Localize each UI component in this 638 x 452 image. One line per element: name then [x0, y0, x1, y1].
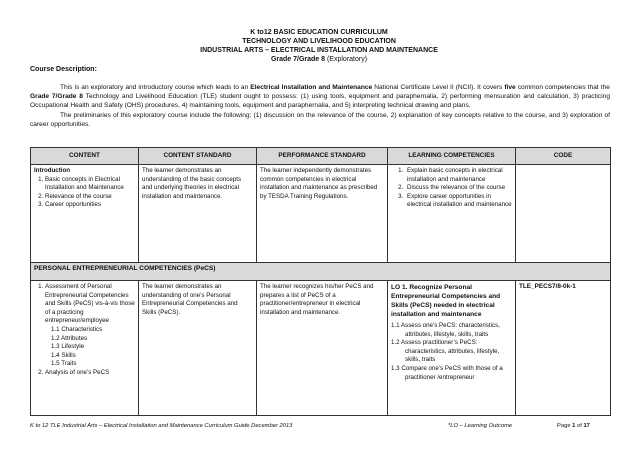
document-header-line-3: INDUSTRIAL ARTS – ELECTRICAL INSTALLATION AND MAINTENANCE	[200, 47, 438, 54]
curriculum-table	[30, 147, 611, 416]
list-item: 1.4 Skills	[51, 351, 76, 359]
desc-text: This is an exploratory and introductory course which leads to an	[60, 84, 251, 91]
footer-page-number	[557, 423, 590, 429]
page-current: 1	[572, 423, 576, 429]
document-header-line-2: TECHNOLOGY AND LIVELIHOOD EDUCATION	[242, 38, 396, 45]
list-item: 2. Relevance of the course	[45, 193, 135, 202]
page-of: of	[575, 423, 584, 429]
desc-text: common competencies that the	[515, 84, 610, 91]
course-description-title: Course Description:	[30, 66, 97, 73]
table-row-introduction	[31, 165, 611, 263]
intro-heading: Introduction	[34, 167, 71, 174]
table-section-row	[31, 263, 611, 281]
pecs-content-standard-cell: The learner demonstrates an understanding of one’s Personal Entrepreneurial Competencies and Skills (PeCS).	[139, 281, 257, 416]
list-item: 1.3 Compare one’s PeCS with those of a practitioner /entrepreneur	[391, 364, 503, 381]
footer-document-title: K to 12 TLE Industrial Arts – Electrical Installation and Maintenance Curriculum Guide December 2013	[30, 423, 293, 429]
intro-competencies-cell	[388, 165, 516, 263]
list-item: 1. Explain basic concepts in electrical installation and maintenance	[405, 167, 512, 184]
desc-bold-text: Electrical Installation and Maintenance	[250, 84, 373, 91]
pecs-item-1: Assessment of Personal Entrepreneurial Competencies and Skills (PeCS) vis-à-vis those of a practicing entrepreneur/employee	[45, 283, 135, 325]
list-item: 1.2 Assess practitioner’s PeCS: characteristics, attributes, lifestyle, skills, traits	[391, 339, 500, 364]
list-item: 2. Discuss the relevance of the course	[405, 184, 512, 193]
col-header-content-standard: CONTENT STANDARD	[139, 148, 257, 165]
intro-topic-list	[34, 176, 135, 210]
list-item: 2. Analysis of one’s PeCS	[45, 369, 135, 378]
list-item	[45, 283, 135, 369]
description-paragraph-2: The preliminaries of this exploratory course include the following: (1) discussion on the relevance of the course, 2) explanation of key concepts relative to the course, and 3) exploration of career opportunities.	[30, 111, 610, 128]
table-row-pecs	[31, 281, 611, 416]
list-item: 1.1 Characteristics	[51, 325, 103, 333]
document-header-line-4	[0, 55, 638, 64]
col-header-performance-standard: PERFORMANCE STANDARD	[257, 148, 388, 165]
course-description	[30, 83, 610, 129]
list-item: 3. Explore career opportunities in electrical installation and maintenance	[405, 193, 512, 210]
page-label: Page	[557, 423, 573, 429]
pecs-sub-list	[45, 326, 135, 369]
desc-text: National Certificate Level II (NCII). It covers	[372, 84, 505, 91]
desc-text: Technology and Livelihood Education (TLE) student ought to possess: (1) using tools, equipment and paraphernalia, 2) performing mensuration and calculation, 3) practicing Occupational Health and Safety (OHS) procedures, 4) maintaining tools, equipment and paraphernalia, and 5) interpreting technical drawing and plans.	[30, 93, 610, 110]
pecs-topic-list	[34, 283, 135, 378]
list-item: 1.5 Traits	[51, 360, 77, 368]
list-item: 3. Career opportunities	[45, 201, 135, 210]
description-paragraph-1	[30, 83, 610, 111]
intro-performance-standard-cell: The learner independently demonstrates common competencies in electrical installation and maintenance as prescribed by TESDA Training Regulations.	[257, 165, 388, 263]
list-item: 1.3 Lifestyle	[51, 343, 85, 351]
learning-outcome-title: LO 1. Recognize Personal Entrepreneurial Competencies and Skills (PeCS) needed in electrical installation and maintenance	[391, 284, 501, 318]
competency-code: TLE_PECS7/8-0k-1	[519, 283, 576, 290]
list-item: 1.2 Attributes	[51, 334, 88, 342]
document-header-line-1: K to12 BASIC EDUCATION CURRICULUM	[250, 29, 388, 36]
col-header-content: CONTENT	[31, 148, 139, 165]
col-header-code: CODE	[516, 148, 611, 165]
list-item: 1.1 Assess one’s PeCS: characteristics, attributes, lifestyle, skills, traits	[391, 322, 500, 338]
intro-competency-list	[391, 167, 512, 210]
page-total: 17	[583, 423, 590, 429]
pecs-content-cell	[31, 281, 139, 416]
intro-code-cell	[516, 165, 611, 263]
footer-lo-note: *LO – Learning Outcome	[448, 423, 513, 429]
lo-competency-list	[391, 322, 512, 382]
table-header-row	[31, 148, 611, 165]
grade-label: Grade 7/Grade 8	[270, 56, 326, 63]
col-header-learning-competencies: LEARNING COMPETENCIES	[388, 148, 516, 165]
pecs-performance-standard-cell: The learner recognizes his/her PeCS and prepares a list of PeCS of a practitioner/entrepreneur in electrical installation and maintenance.	[257, 281, 388, 416]
intro-content-cell	[31, 165, 139, 263]
intro-content-standard-cell: The learner demonstrates an understanding of the basic concepts and underlying theories in electrical installation and maintenance.	[139, 165, 257, 263]
desc-bold-text: five	[504, 84, 516, 91]
pecs-competencies-cell	[388, 281, 516, 416]
pecs-code-cell	[516, 281, 611, 416]
exploratory-label: (Exploratory)	[325, 56, 368, 63]
list-item: 1. Basic concepts in Electrical Installation and Maintenance	[45, 176, 135, 193]
desc-bold-text: Grade 7/Grade 8	[30, 93, 83, 101]
section-title-pecs: PERSONAL ENTREPRENEURIAL COMPETENCIES (PeCS)	[31, 263, 611, 281]
